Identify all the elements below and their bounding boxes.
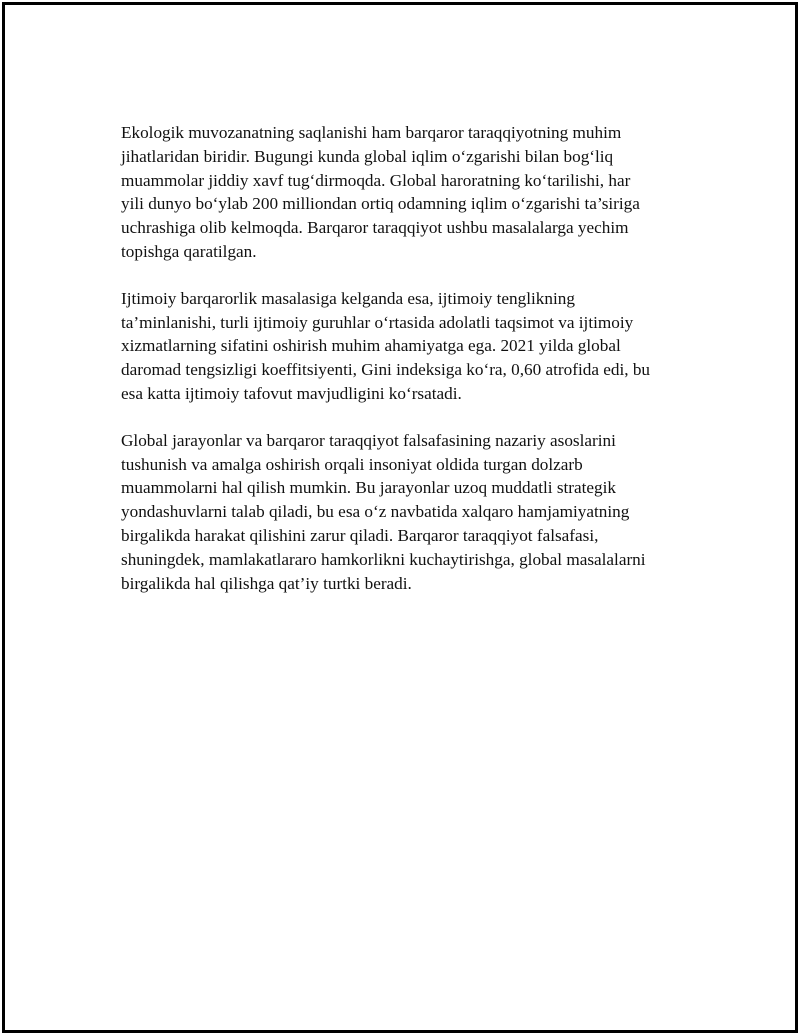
text-line: Ijtimoiy barqarorlik masalasiga kelganda esa, ijtimoiy tenglikning bbox=[121, 288, 575, 308]
text-line: birgalikda harakat qilishini zarur qiladi. Barqaror taraqqiyot falsafasi, bbox=[121, 525, 599, 545]
text-line: yondashuvlarni talab qiladi, bu esa o‘z navbatida xalqaro hamjamiyatning bbox=[121, 502, 630, 522]
text-line: shuningdek, mamlakatlararo hamkorlikni kuchaytirishga, global masalalarni bbox=[121, 549, 646, 569]
text-line: jihatlaridan biridir. Bugungi kunda global iqlim o‘zgarishi bilan bog‘liq bbox=[121, 146, 614, 166]
text-line: muammolar jiddiy xavf tug‘dirmoqda. Global haroratning ko‘tarilishi, har bbox=[121, 170, 631, 190]
paragraph-ecological-balance bbox=[121, 121, 701, 264]
page-frame bbox=[2, 2, 798, 1033]
paragraph-global-processes bbox=[121, 429, 701, 596]
text-line: esa katta ijtimoiy tafovut mavjudligini ko‘rsatadi. bbox=[121, 383, 462, 403]
text-line: ta’minlanishi, turli ijtimoiy guruhlar o‘rtasida adolatli taqsimot va ijtimoiy bbox=[121, 312, 634, 332]
text-line: muammolarni hal qilish mumkin. Bu jarayonlar uzoq muddatli strategik bbox=[121, 478, 617, 498]
text-line: tushunish va amalga oshirish orqali insoniyat oldida turgan dolzarb bbox=[121, 454, 583, 474]
text-line: birgalikda hal qilishga qat’iy turtki beradi. bbox=[121, 573, 412, 593]
text-line: yili dunyo bo‘ylab 200 milliondan ortiq odamning iqlim o‘zgarishi ta’siriga bbox=[121, 194, 640, 214]
paragraph-social-sustainability bbox=[121, 287, 701, 406]
text-line: daromad tengsizligi koeffitsiyenti, Gini indeksiga ko‘ra, 0,60 atrofida edi, bu bbox=[121, 360, 651, 380]
text-line: topishga qaratilgan. bbox=[121, 241, 257, 261]
text-line: xizmatlarning sifatini oshirish muhim ahamiyatga ega. 2021 yilda global bbox=[121, 336, 621, 356]
text-line: Global jarayonlar va barqaror taraqqiyot falsafasining nazariy asoslarini bbox=[121, 430, 616, 450]
document-body bbox=[121, 121, 701, 618]
text-line: Ekologik muvozanatning saqlanishi ham barqaror taraqqiyotning muhim bbox=[121, 123, 622, 142]
text-line: uchrashiga olib kelmoqda. Barqaror taraqqiyot ushbu masalalarga yechim bbox=[121, 218, 629, 238]
